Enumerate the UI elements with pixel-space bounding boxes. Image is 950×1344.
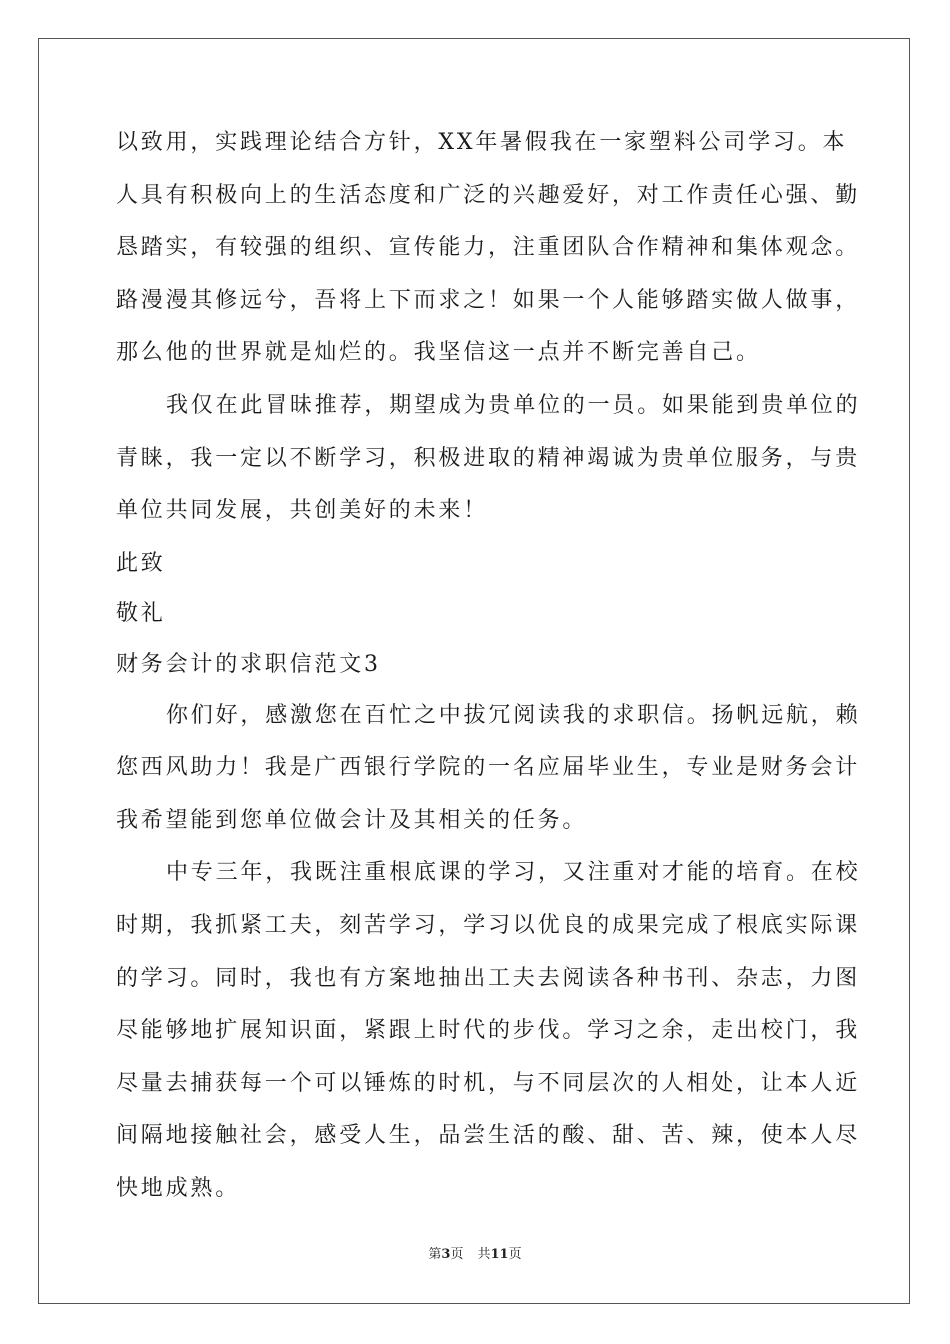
text-line: 恳踏实，有较强的组织、宣传能力，注重团队合作精神和集体观念。 [116,235,861,261]
page-suffix: 页 [450,1247,464,1262]
text-line: 我仅在此冒昧推荐，期望成为贵单位的一员。如果能到贵单位的 [166,392,861,418]
text-line: 人具有积极向上的生活态度和广泛的兴趣爱好，对工作责任心强、勤 [116,182,861,208]
text-line: 以致用，实践理论结合方针，XX年暑假我在一家塑料公司学习。本 [116,130,848,155]
text-line: 您西风助力！我是广西银行学院的一名应届毕业生，专业是财务会计 [116,755,861,781]
total-pages: 11 [490,1247,509,1262]
text-line: 你们好，感激您在百忙之中拔冗阅读我的求职信。扬帆远航，赖 [166,702,861,728]
total-suffix: 页 [508,1247,522,1262]
paragraph [116,391,861,526]
text-line: 快地成熟。 [116,1175,241,1201]
text-line: 间隔地接触社会，感受人生，品尝生活的酸、甜、苦、辣，使本人尽 [116,1123,861,1149]
closing-regards: 敬礼 [116,601,166,627]
text-line: 我希望能到您单位做会计及其相关的任务。 [116,807,588,833]
text-line: 尽能够地扩展知识面，紧跟上时代的步伐。学习之余，走出校门，我 [116,1018,861,1044]
text-line: 单位共同发展，共创美好的未来！ [116,498,489,524]
document-body [116,128,861,1226]
page-prefix: 第 [428,1247,442,1262]
paragraph [116,701,861,836]
paragraph [116,858,861,1204]
section-heading: 财务会计的求职信范文3 [116,651,381,677]
page-number: 3 [441,1247,451,1262]
page-footer [0,1246,950,1264]
text-line: 中专三年，我既注重根底课的学习，又注重对才能的培育。在校 [166,860,861,886]
text-line: 那么他的世界就是灿烂的。我坚信这一点并不断完善自己。 [116,340,761,366]
paragraph [116,128,861,368]
text-line: 青睐，我一定以不断学习，积极进取的精神竭诚为贵单位服务，与贵 [116,445,861,471]
text-line: 路漫漫其修远兮，吾将上下而求之！如果一个人能够踏实做人做事， [116,287,861,313]
closing-salutation: 此致 [116,550,166,576]
total-prefix: 共 [477,1247,491,1262]
text-line: 时期，我抓紧工夫，刻苦学习，学习以优良的成果完成了根底实际课 [116,912,861,938]
text-line: 尽量去捕获每一个可以锤炼的时机，与不同层次的人相处，让本人近 [116,1070,861,1096]
text-line: 的学习。同时，我也有方案地抽出工夫去阅读各种书刊、杂志，力图 [116,965,861,991]
